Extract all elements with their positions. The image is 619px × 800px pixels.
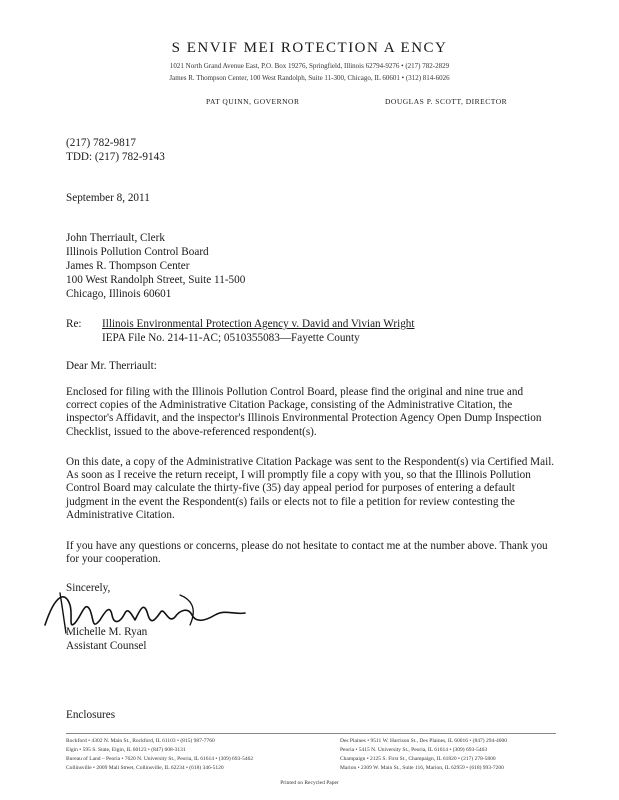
footer-office-right: Des Plaines • 9511 W. Harrison St., Des Plaines, IL 60016 • (847) 294-4000: [340, 738, 508, 744]
recycled-paper-note: Printed on Recycled Paper: [280, 780, 339, 786]
recipient-city: Chicago, Illinois 60601: [66, 288, 172, 300]
agency-address-line-2: James R. Thompson Center, 100 West Randolph, Suite 11-300, Chicago, IL 60601 • (312) 814-6026: [169, 74, 450, 82]
re-case-title: Illinois Environmental Protection Agency v. David and Vivian Wright: [102, 318, 415, 330]
footer-office-left: Bureau of Land – Peoria • 7620 N. University St., Peoria, IL 61614 • (309) 693-5462: [66, 756, 254, 762]
contact-tdd: TDD: (217) 782-9143: [66, 151, 165, 163]
footer-office-left: Elgin • 595 S. State, Elgin, IL 60123 • (847) 608-3131: [66, 747, 186, 753]
recipient-org: Illinois Pollution Control Board: [66, 246, 209, 258]
contact-phone: (217) 782-9817: [66, 137, 136, 149]
paragraph-closing: If you have any questions or concerns, please do not hesitate to contact me at the number above. Thank you for your cooperation.: [66, 540, 548, 566]
letter-date: September 8, 2011: [66, 192, 150, 204]
signer-title: Assistant Counsel: [66, 640, 147, 652]
signer-name: Michelle M. Ryan: [66, 626, 148, 638]
agency-address-line-1: 1021 North Grand Avenue East, P.O. Box 19276, Springfield, Illinois 62794-9276 • (217) 782-2829: [169, 62, 450, 70]
enclosures-note: Enclosures: [66, 709, 116, 721]
footer-office-right: Peoria • 5415 N. University St., Peoria, IL 61614 • (309) 693-5463: [340, 747, 488, 753]
paragraph-service: On this date, a copy of the Administrative Citation Package was sent to the Respondent(s) via Certified Mail. As soon as I receive the return receipt, I will promptly file a copy with you, so that the Illinois Pollution Control Board may calculate the thirty-five (35) day appeal period for purposes of entering a default judgment in the event the Respondent(s) fails or elects not to file a petition for review contesting the Administrative Citation.: [66, 456, 555, 521]
footer-office-left: Collinsville • 2009 Mall Street, Collinsville, IL 62234 • (618) 346-5120: [66, 765, 224, 771]
governor-name: PAT QUINN, GOVERNOR: [206, 97, 300, 106]
footer-divider: [66, 733, 556, 734]
re-label: Re:: [66, 318, 82, 330]
footer-office-right: Marion • 2309 W. Main St., Suite 116, Marion, IL 62959 • (618) 993-7200: [340, 765, 504, 771]
recipient-building: James R. Thompson Center: [66, 260, 190, 272]
agency-letterhead-title: S ENVIF MEI ROTECTION A ENCY: [171, 40, 448, 56]
closing: Sincerely,: [66, 582, 111, 594]
footer-office-right: Champaign • 2125 S. First St., Champaign, IL 61820 • (217) 278-5800: [340, 756, 496, 762]
paragraph-enclosed: Enclosed for filing with the Illinois Pollution Control Board, please find the original and nine true and correct copies of the Administrative Citation Package, consisting of the Administrative Citation, the inspector's Affidavit, and the inspector's Illinois Environmental Protection Agency Open Dump Inspection Checklist, issued to the above-referenced respondent(s).: [66, 386, 542, 438]
re-file-number: IEPA File No. 214-11-AC; 0510355083—Fayette County: [102, 332, 360, 344]
recipient-name: John Therriault, Clerk: [66, 232, 165, 244]
director-name: DOUGLAS P. SCOTT, DIRECTOR: [385, 97, 508, 106]
salutation: Dear Mr. Therriault:: [66, 360, 157, 372]
recipient-street: 100 West Randolph Street, Suite 11-500: [66, 274, 246, 286]
footer-office-left: Rockford • 4302 N. Main St., Rockford, IL 61103 • (815) 987-7760: [66, 738, 215, 744]
